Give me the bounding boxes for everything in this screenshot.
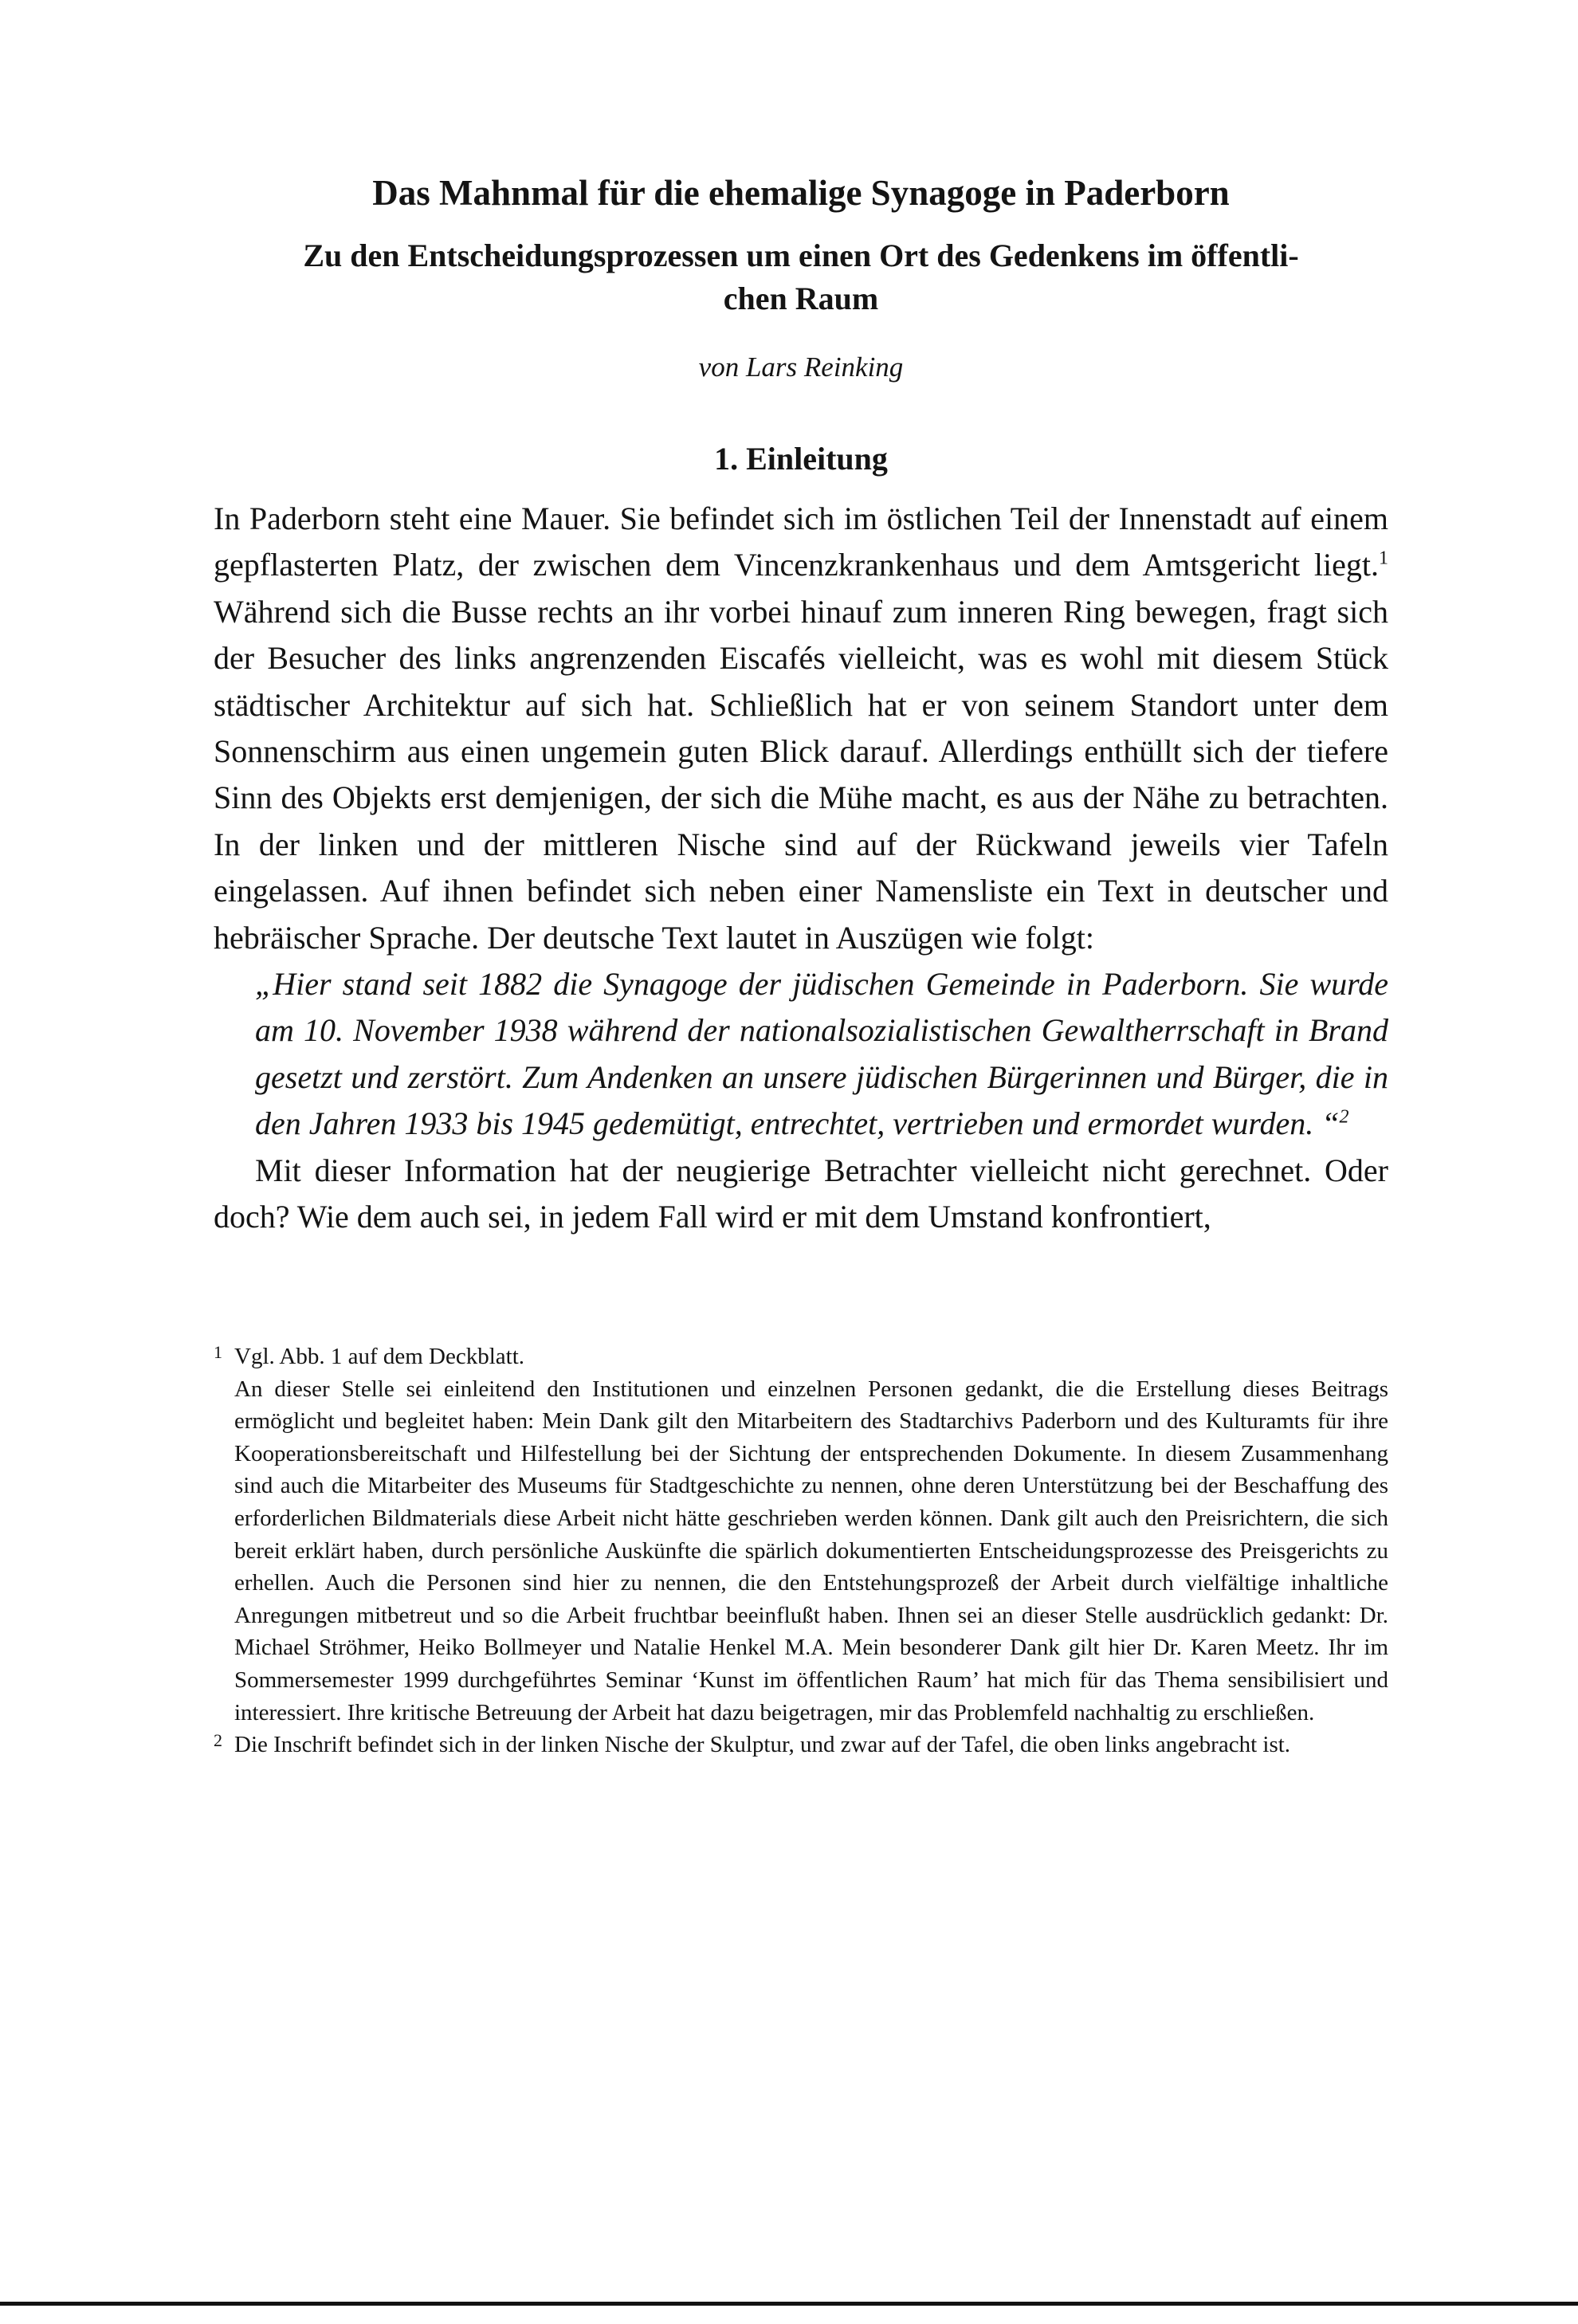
subtitle-line-1: Zu den Entscheidungsprozessen um einen Ort des Gedenkens im öffentli- xyxy=(303,238,1299,273)
footnote-1-line-1: Vgl. Abb. 1 auf dem Deckblatt. xyxy=(234,1344,525,1369)
page-title: Das Mahnmal für die ehemalige Synagoge in Paderborn xyxy=(372,173,1230,213)
inscription-quote xyxy=(214,961,1388,1148)
subtitle-line-2: chen Raum xyxy=(723,281,879,316)
footnote-1-text: An dieser Stelle sei einleitend den Institutionen und einzelnen Personen gedankt, die die Erstellung dieses Beitrags ermöglicht und begleitet haben: Mein Dank gilt den Mitarbeitern des Stadtarchivs Paderborn und des Kulturamts für ihre Kooperationsbereitschaft und Hilfestellung bei der Sichtung der entsprechenden Dokumente. In diesem Zusammenhang sind auch die Mitarbeiter des Museums für Stadtgeschichte zu nennen, ohne deren Unterstützung bei der Beschaffung des erforderlichen Bildmaterials diese Arbeit nicht hätte geschrieben werden können. Dank gilt auch den Preisrichtern, die sich bereit erklärt haben, durch persönliche Auskünfte die spärlich dokumentierten Entscheidungsprozesse des Preisgerichts zu erhellen. Auch die Personen sind hier zu nennen, die den Entstehungsprozeß der Arbeit durch vielfältige inhaltliche Anregungen mitbetreut und so die Arbeit fruchtbar beeinflußt haben. Ihnen sei an dieser Stelle ausdrücklich gedankt: Dr. Michael Ströhmer, Heiko Bollmeyer und Natalie Henkel M.A. Mein besonderer Dank gilt hier Dr. Karen Meetz. Ihr im Sommersemester 1999 durchgeführtes Seminar ‘Kunst im öffentlichen Raum’ hat mich für das Thema sensibilisiert und interessiert. Ihre kritische Betreuung der Arbeit hat dazu beigetragen, mir das Problemfeld nachhaltig zu erschließen. xyxy=(234,1376,1388,1725)
footnote-1 xyxy=(214,1341,1388,1729)
section-heading: 1. Einleitung xyxy=(714,441,888,477)
footnote-number: 1 xyxy=(214,1342,222,1362)
body-text xyxy=(214,496,1388,1241)
footnote-number: 2 xyxy=(214,1730,222,1751)
footnote-2 xyxy=(214,1729,1388,1761)
body-paragraph-1 xyxy=(214,496,1388,961)
author-byline: von Lars Reinking xyxy=(698,351,904,383)
footnote-ref-1: 1 xyxy=(1379,548,1388,570)
body-paragraph-1-part-1: In Paderborn steht eine Mauer. Sie befindet sich im östlichen Teil der Innenstadt auf einem gepflasterten Platz, der zwischen dem Vincenzkrankenhaus und dem Amtsgericht liegt. xyxy=(214,501,1388,583)
body-paragraph-1-part-2: Während sich die Busse rechts an ihr vorbei hinauf zum inneren Ring bewegen, fragt sich der Besucher des links angrenzenden Eiscafés vielleicht, was es wohl mit diesem Stück städtischer Architektur auf sich hat. Schließlich hat er von seinem Standort unter dem Sonnenschirm aus einen ungemein guten Blick darauf. Allerdings enthüllt sich der tiefere Sinn des Objekts erst demjenigen, der sich die Mühe macht, es aus der Nähe zu betrachten. In der linken und der mittleren Nische sind auf der Rückwand jeweils vier Tafeln eingelassen. Auf ihnen befindet sich neben einer Namensliste ein Text in deutscher und hebräischer Sprache. Der deutsche Text lautet in Auszügen wie folgt: xyxy=(214,593,1388,956)
page-subtitle xyxy=(214,234,1388,320)
quote-text: „Hier stand seit 1882 die Synagoge der jüdischen Gemeinde in Paderborn. Sie wurde am 10. November 1938 während der nationalsozialistischen Gewaltherrschaft in Brand gesetzt und zerstört. Zum Andenken an unsere jüdischen Bürgerinnen und Bürger, die in den Jahren 1933 bis 1945 gedemütigt, entrechtet, vertrieben und ermordet wurden. “ xyxy=(255,966,1388,1142)
footnote-2-text: Die Inschrift befindet sich in der linken Nische der Skulptur, und zwar auf der Tafel, die oben links angebracht ist. xyxy=(234,1732,1291,1758)
footnotes xyxy=(214,1341,1388,1761)
body-paragraph-2: Mit dieser Information hat der neugierige Betrachter vielleicht nicht gerechnet. Oder doch? Wie dem auch sei, in jedem Fall wird er mit dem Umstand konfrontiert, xyxy=(214,1152,1388,1235)
footnote-ref-2: 2 xyxy=(1339,1106,1349,1128)
bottom-rule xyxy=(0,2302,1578,2306)
